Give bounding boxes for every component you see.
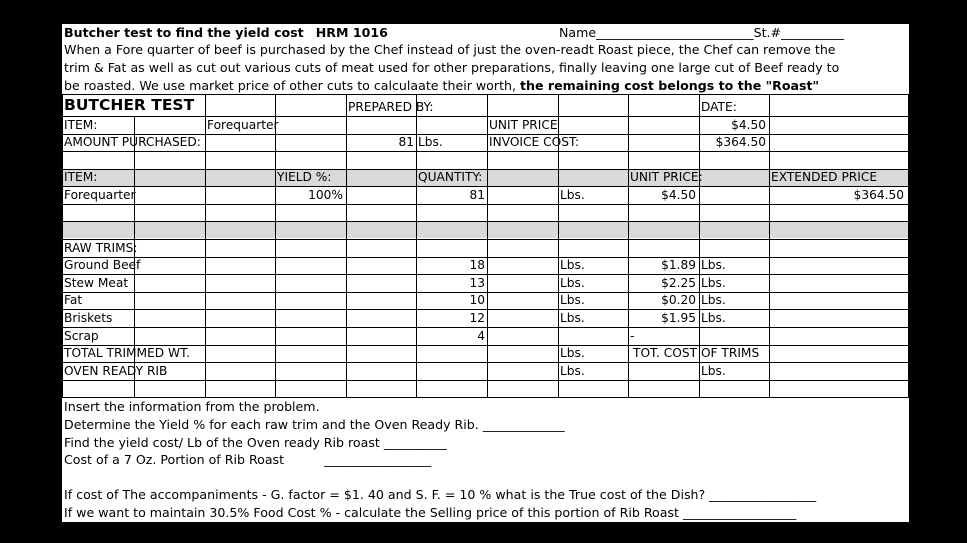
- unit-price-label: UNIT PRICE: [489, 118, 558, 132]
- trim-per: Lbs.: [701, 258, 726, 272]
- question-6: If we want to maintain 30.5% Food Cost % - calculate the Selling price of this portion of Rib Roast __________________: [64, 505, 797, 520]
- intro-line-2: trim & Fat as well as cut out various cuts of meat used for other preparations, finally leaving one large cut of Beef ready to: [64, 60, 840, 75]
- trim-unit: Lbs.: [560, 293, 585, 307]
- amount-purchased-label: AMOUNT PURCHASED:: [64, 135, 201, 149]
- main-row-unit-price: $4.50: [661, 188, 696, 202]
- col-header-quantity: QUANTITY:: [418, 170, 483, 184]
- trim-price: $0.20: [661, 293, 696, 307]
- tot-cost-trims-label: TOT. COST OF TRIMS: [633, 346, 760, 360]
- invoice-cost-value: $364.50: [715, 135, 766, 149]
- col-header-unit-price: UNIT PRICE:: [630, 170, 703, 184]
- name-field[interactable]: [559, 24, 844, 42]
- student-number-label: St.#: [753, 25, 782, 40]
- trim-per: Lbs.: [701, 293, 726, 307]
- trim-quantity: 10: [469, 293, 485, 307]
- trim-per: Lbs.: [701, 311, 726, 325]
- question-5: If cost of The accompaniments - G. factor = $1. 40 and S. F. = 10 % what is the True cost of the Dish? _________________: [64, 487, 817, 502]
- question-3: Find the yield cost/ Lb of the Oven ready Rib roast __________: [64, 435, 447, 450]
- question-4: Cost of a 7 Oz. Portion of Rib Roast _________________: [64, 452, 432, 467]
- question-2: Determine the Yield % for each raw trim and the Oven Ready Rib. _____________: [64, 417, 565, 432]
- oven-ready-label: OVEN READY RIB: [64, 364, 168, 378]
- total-trimmed-label: TOTAL TRIMMED WT.: [64, 346, 190, 360]
- student-number-blank[interactable]: __________: [781, 25, 845, 40]
- amount-value: 81: [398, 135, 414, 149]
- name-label: Name: [559, 25, 597, 40]
- trim-unit: Lbs.: [560, 258, 585, 272]
- worksheet-title: Butcher test to find the yield cost: [64, 25, 304, 40]
- trim-price: $1.89: [661, 258, 696, 272]
- trim-price: -: [630, 329, 635, 343]
- trim-unit: Lbs.: [560, 311, 585, 325]
- unit-price-value: $4.50: [731, 118, 766, 132]
- trim-quantity: 12: [469, 311, 485, 325]
- main-row-yield: 100%: [308, 188, 343, 202]
- trim-item: Stew Meat: [64, 276, 129, 290]
- trim-unit: Lbs.: [560, 276, 585, 290]
- question-1: Insert the information from the problem.: [64, 399, 320, 414]
- trim-price: $2.25: [661, 276, 696, 290]
- trim-per: Lbs.: [701, 276, 726, 290]
- item-label: ITEM:: [64, 118, 98, 132]
- trim-item: Briskets: [64, 311, 113, 325]
- trim-item: Scrap: [64, 329, 99, 343]
- course-code: HRM 1016: [315, 25, 388, 40]
- invoice-cost-label: INVOICE COST:: [489, 135, 580, 149]
- oven-ready-unit: Lbs.: [560, 364, 585, 378]
- main-row-unit: Lbs.: [560, 188, 585, 202]
- trim-quantity: 18: [469, 258, 485, 272]
- main-row-quantity: 81: [469, 188, 485, 202]
- trim-quantity: 13: [469, 276, 485, 290]
- worksheet: [62, 24, 909, 522]
- main-row-extended-price: $364.50: [853, 188, 904, 202]
- trim-quantity: 4: [477, 329, 485, 343]
- trim-item: Fat: [64, 293, 83, 307]
- oven-ready-unit-2: Lbs.: [701, 364, 726, 378]
- item-value: Forequarter: [207, 118, 279, 132]
- main-row-item: Forequarter: [64, 188, 136, 202]
- col-header-yield: YIELD %:: [277, 170, 332, 184]
- trim-item: Ground Beef: [64, 258, 141, 272]
- intro-line-3: be roasted. We use market price of other cuts to calculaate their worth, the remaining cost belongs to the "Roast": [64, 78, 820, 93]
- amount-unit: Lbs.: [418, 135, 443, 149]
- intro-emphasis: the remaining cost belongs to the "Roast": [520, 78, 820, 93]
- raw-trims-label: RAW TRIMS:: [64, 241, 138, 255]
- col-header-extended-price: EXTENDED PRICE: [771, 170, 878, 184]
- prepared-by-label: PREPARED BY:: [348, 100, 434, 114]
- name-blank[interactable]: _________________________: [596, 25, 754, 40]
- trim-price: $1.95: [661, 311, 696, 325]
- date-label: DATE:: [701, 100, 737, 114]
- butcher-test-table: [62, 94, 909, 398]
- separator-row-shade: [63, 222, 908, 238]
- col-header-item: ITEM:: [64, 170, 98, 184]
- form-title: BUTCHER TEST: [64, 96, 195, 114]
- total-trimmed-unit: Lbs.: [560, 346, 585, 360]
- header-line: [64, 24, 388, 42]
- intro-line-1: When a Fore quarter of beef is purchased by the Chef instead of just the oven-readt Roast piece, the Chef can remove the: [64, 42, 836, 57]
